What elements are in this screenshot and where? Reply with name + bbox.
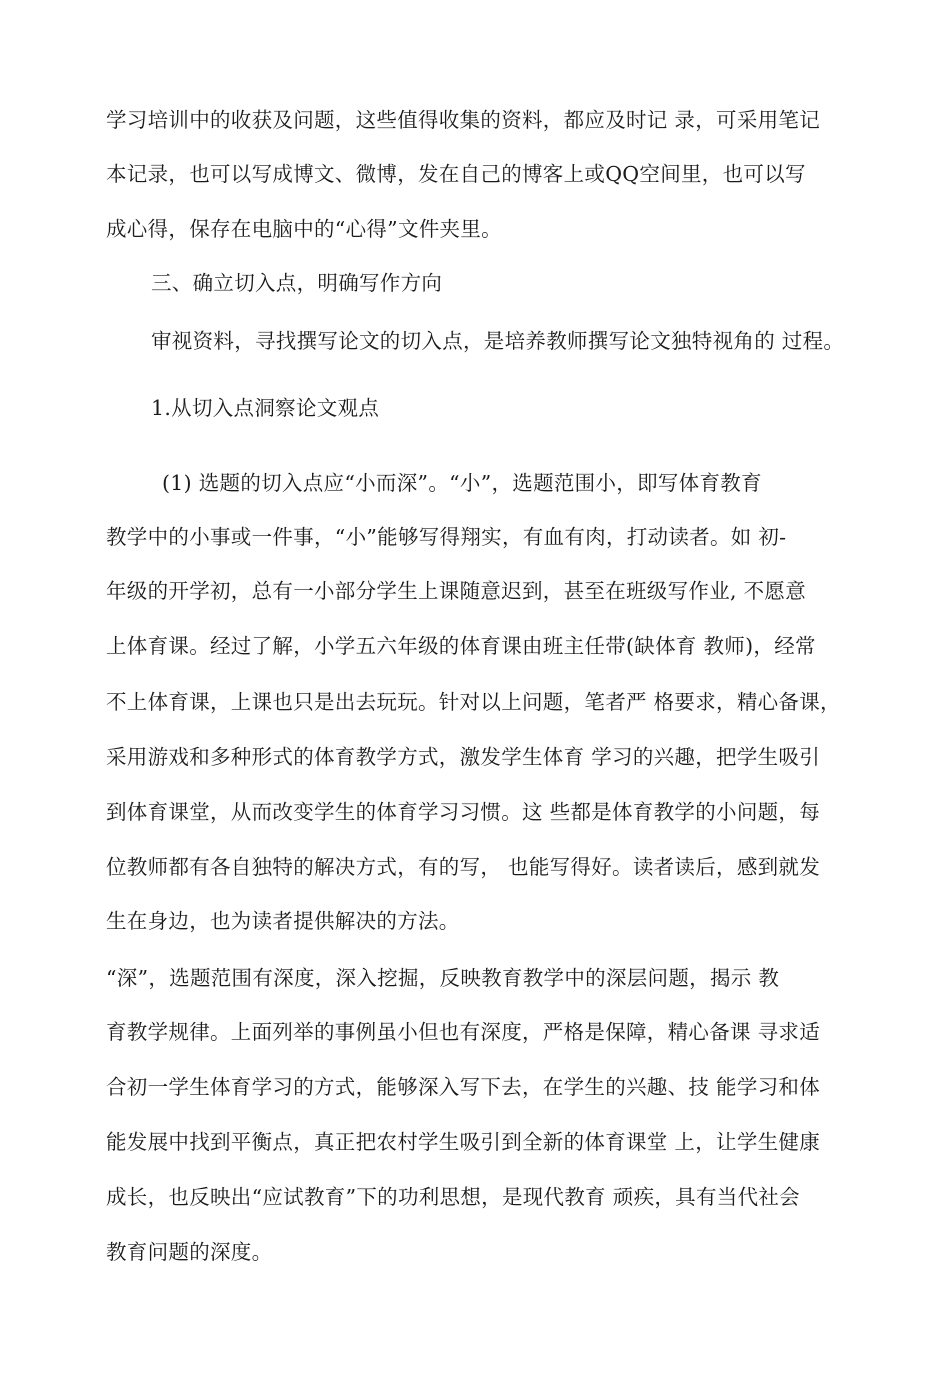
text-line: 学习培训中的收获及问题，这些值得收集的资料，都应及时记 录，可采用笔记	[106, 108, 821, 132]
text-line: 年级的开学初，总有一小部分学生上课随意迟到，甚至在班级写作业, 不愿意	[106, 579, 807, 603]
text-line: 合初一学生体育学习的方式，能够深入写下去，在学生的兴趣、技 能学习和体	[106, 1075, 821, 1099]
text-line: 到体育课堂，从而改变学生的体育学习习惯。这 些都是体育教学的小问题，每	[106, 800, 821, 824]
text-line: 成长，也反映出“应试教育”下的功利思想，是现代教育 顽疾，具有当代社会	[106, 1185, 800, 1209]
text-line: 教育问题的深度。	[106, 1240, 273, 1264]
text-line: (1) 选题的切入点应“小而深”。“小”，选题范围小，即写体育教育	[162, 471, 762, 495]
text-line: 能发展中找到平衡点，真正把农村学生吸引到全新的体育课堂 上，让学生健康	[106, 1130, 821, 1154]
text-line: 教学中的小事或一件事，“小”能够写得翔实，有血有肉，打动读者。如 初-	[106, 525, 787, 549]
subsection-heading: 1.从切入点洞察论文观点	[151, 396, 380, 420]
section-heading: 三、确立切入点，明确写作方向	[151, 271, 443, 295]
text-line: 审视资料，寻找撰写论文的切入点，是培养教师撰写论文独特视角的 过程。	[151, 329, 845, 353]
text-line: “深”，选题范围有深度，深入挖掘，反映教育教学中的深层问题，揭示 教	[106, 966, 780, 990]
text-line: 育教学规律。上面列举的事例虽小但也有深度，严格是保障，精心备课 寻求适	[106, 1020, 821, 1044]
text-line: 不上体育课，上课也只是出去玩玩。针对以上问题，笔者严 格要求，精心备课，	[106, 690, 841, 714]
text-line: 本记录，也可以写成博文、微博，发在自己的博客上或QQ空间里，也可以写	[106, 162, 806, 186]
text-line: 上体育课。经过了解，小学五六年级的体育课由班主任带(缺体育 教师)，经常	[106, 634, 816, 658]
text-line: 位教师都有各自独特的解决方式，有的写， 也能写得好。读者读后，感到就发	[106, 855, 821, 879]
text-line: 采用游戏和多种形式的体育教学方式，激发学生体育 学习的兴趣，把学生吸引	[106, 745, 821, 769]
text-line: 生在身边，也为读者提供解决的方法。	[106, 909, 460, 933]
text-line: 成心得，保存在电脑中的“心得”文件夹里。	[106, 217, 502, 241]
